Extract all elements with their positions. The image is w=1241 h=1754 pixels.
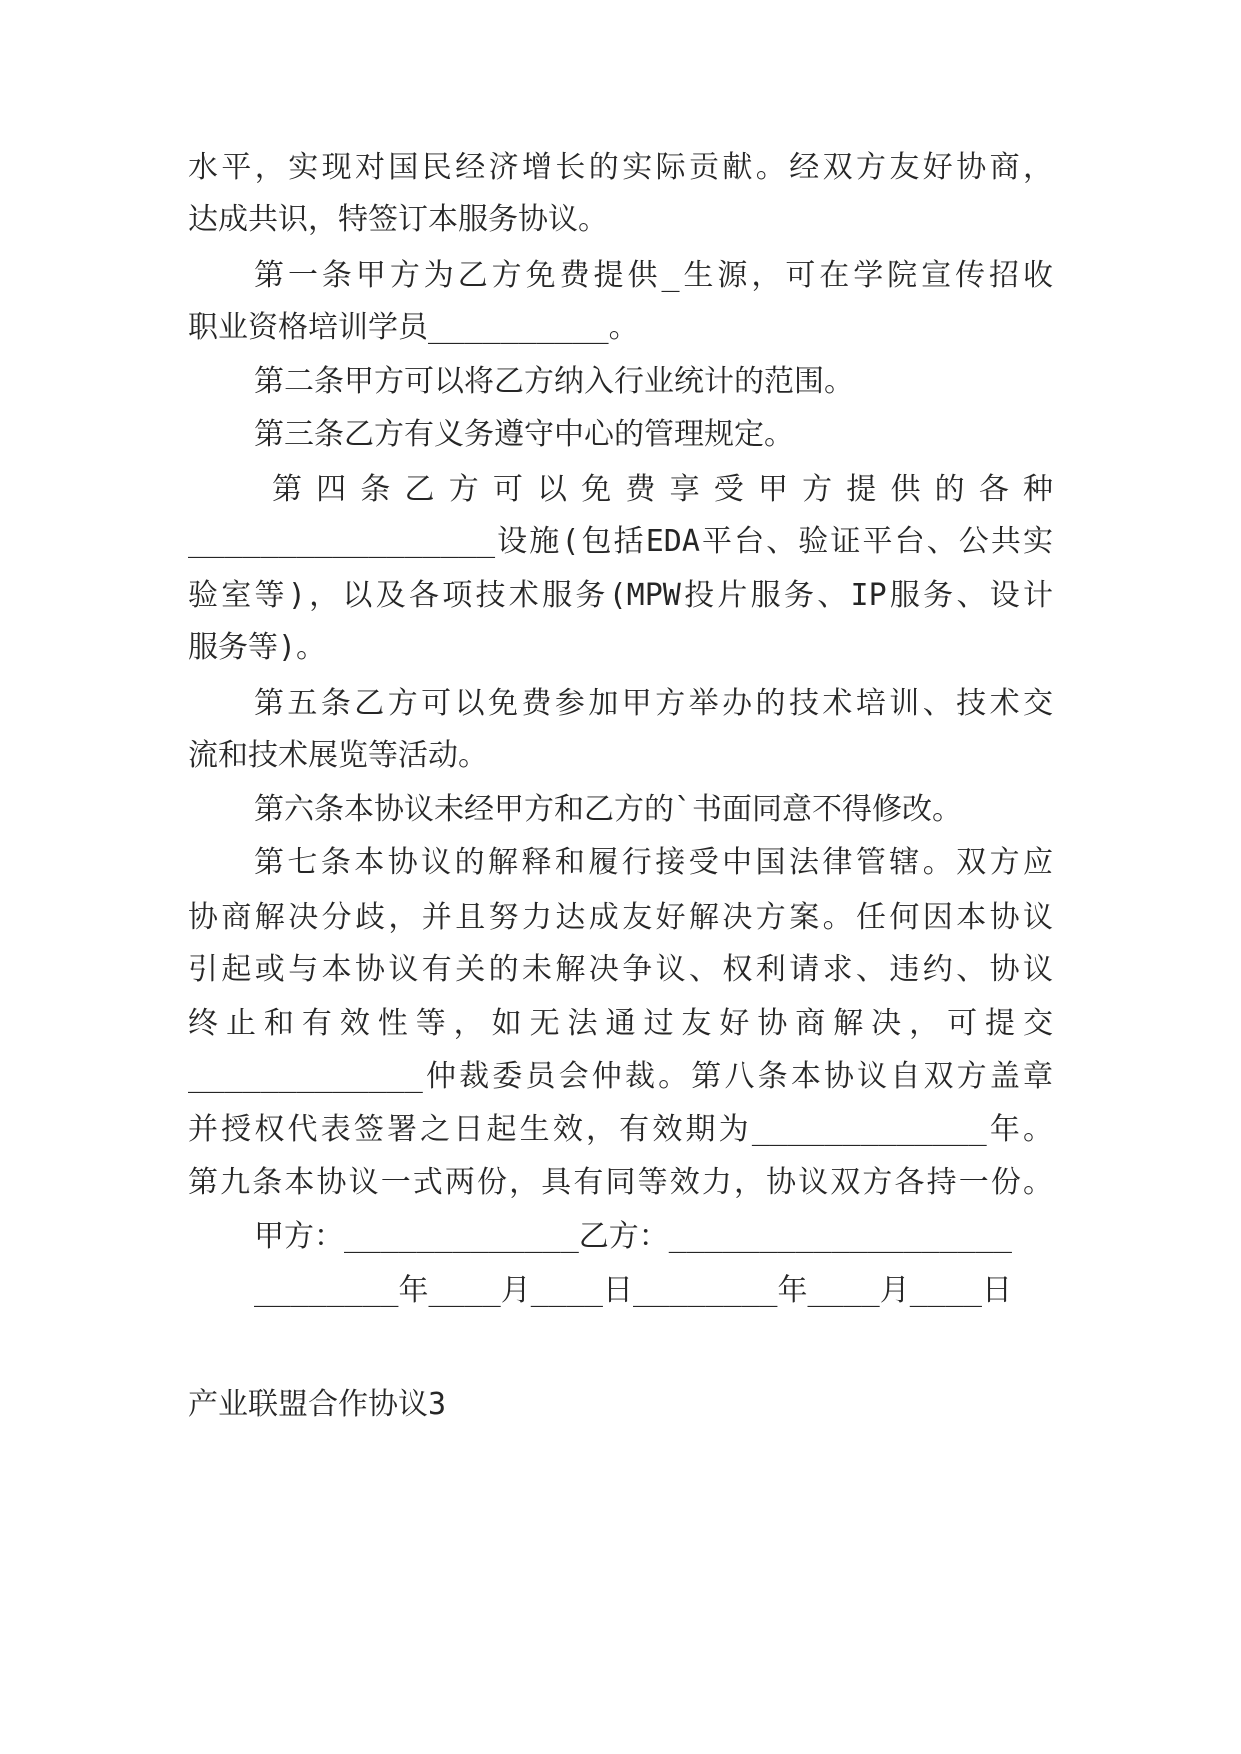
body-line: 水平，实现对国民经济增长的实际贡献。经双方友好协商，	[188, 150, 1053, 185]
body-line: _____________仲裁委员会仲裁。第八条本协议自双方盖章	[188, 1059, 1053, 1094]
body-line: 并授权代表签署之日起生效，有效期为_____________年。	[188, 1112, 1053, 1147]
signature-date-line: ________年____月____日________年____月____日	[254, 1273, 1012, 1308]
body-line: _________________设施(包括EDA平台、验证平台、公共实	[188, 524, 1053, 559]
body-line: 流和技术展览等活动。	[188, 738, 488, 773]
article-3-line: 第三条乙方有义务遵守中心的管理规定。	[254, 417, 794, 452]
article-4-line: 第四条乙方可以免费享受甲方提供的各种	[272, 472, 1053, 507]
body-line: 达成共识，特签订本服务协议。	[188, 202, 608, 237]
article-1-line: 第一条甲方为乙方免费提供_生源，可在学院宣传招收	[254, 258, 1053, 293]
body-line: 职业资格培训学员__________。	[188, 310, 639, 345]
article-5-line: 第五条乙方可以免费参加甲方举办的技术培训、技术交	[254, 686, 1053, 721]
body-line: 引起或与本协议有关的未解决争议、权利请求、违约、协议	[188, 952, 1053, 987]
body-line: 终止和有效性等，如无法通过友好协商解决，可提交	[188, 1006, 1053, 1041]
body-line: 验室等)，以及各项技术服务(MPW投片服务、IP服务、设计	[188, 578, 1053, 613]
article-9-line: 第九条本协议一式两份，具有同等效力，协议双方各持一份。	[188, 1165, 1053, 1200]
signature-parties-line: 甲方：_____________乙方：___________________	[254, 1219, 1012, 1254]
body-line: 协商解决分歧，并且努力达成友好解决方案。任何因本协议	[188, 900, 1053, 935]
body-line: 服务等)。	[188, 630, 327, 665]
article-7-line: 第七条本协议的解释和履行接受中国法律管辖。双方应	[254, 845, 1053, 880]
article-6-line: 第六条本协议未经甲方和乙方的`书面同意不得修改。	[254, 792, 963, 827]
article-2-line: 第二条甲方可以将乙方纳入行业统计的范围。	[254, 364, 854, 399]
section-heading: 产业联盟合作协议3	[188, 1387, 447, 1422]
